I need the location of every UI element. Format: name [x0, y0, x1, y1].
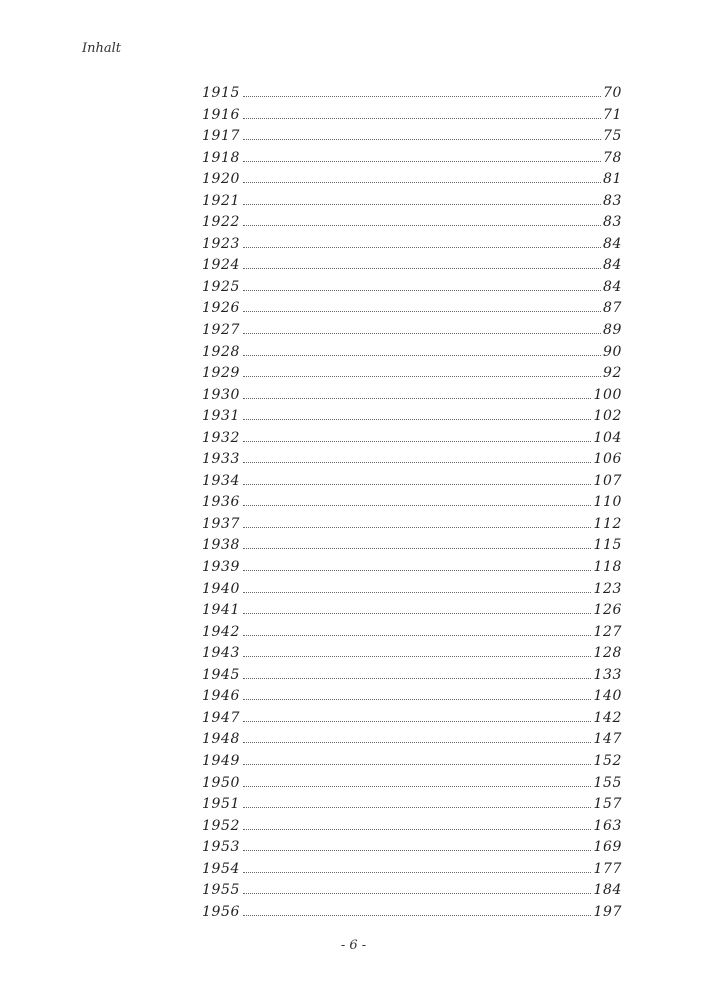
- dot-leader: [243, 138, 601, 140]
- dot-leader: [243, 871, 591, 873]
- toc-entry: [202, 342, 622, 364]
- toc-entry-page: 90: [602, 343, 622, 360]
- dot-leader: [243, 526, 591, 528]
- toc-entry-year: 1922: [202, 214, 241, 231]
- toc-entry-page: 152: [593, 752, 622, 769]
- toc-entry-year: 1916: [202, 106, 241, 123]
- dot-leader: [243, 310, 601, 312]
- toc-entry: [202, 773, 622, 795]
- toc-entry: [202, 492, 622, 514]
- dot-leader: [243, 785, 591, 787]
- dot-leader: [243, 332, 601, 334]
- toc-entry: [202, 708, 622, 730]
- toc-entry-year: 1955: [202, 882, 241, 899]
- toc-entry-year: 1953: [202, 839, 241, 856]
- toc-entry-page: 106: [593, 451, 622, 468]
- dot-leader: [243, 698, 591, 700]
- toc-entry-page: 92: [602, 365, 622, 382]
- toc-entry-page: 112: [593, 515, 622, 532]
- toc-entry-year: 1939: [202, 559, 241, 576]
- toc-entry: [202, 148, 622, 170]
- toc-entry-page: 71: [602, 106, 622, 123]
- dot-leader: [243, 892, 591, 894]
- toc-entry-year: 1950: [202, 774, 241, 791]
- toc-entry: [202, 191, 622, 213]
- toc-entry: [202, 794, 622, 816]
- toc-entry-year: 1938: [202, 537, 241, 554]
- toc-entry-year: 1929: [202, 365, 241, 382]
- toc-entry: [202, 600, 622, 622]
- toc-entry-year: 1918: [202, 149, 241, 166]
- toc-entry-page: 107: [593, 472, 622, 489]
- dot-leader: [243, 95, 601, 97]
- toc-entry-page: 89: [602, 322, 622, 339]
- toc-entry-page: 157: [593, 796, 622, 813]
- toc-entry-page: 110: [593, 494, 622, 511]
- toc-entry-page: 115: [593, 537, 622, 554]
- toc-entry-page: 70: [602, 85, 622, 101]
- toc-entry: [202, 169, 622, 191]
- toc-entry-year: 1931: [202, 408, 241, 425]
- running-header: Inhalt: [82, 41, 122, 56]
- toc-entry-page: 104: [593, 429, 622, 446]
- toc-entry-page: 169: [593, 839, 622, 856]
- toc-entry-page: 147: [593, 731, 622, 748]
- toc-entry: [202, 234, 622, 256]
- dot-leader: [243, 203, 601, 205]
- page-number: - 6 -: [340, 938, 367, 953]
- toc-entry: [202, 535, 622, 557]
- dot-leader: [243, 354, 601, 356]
- toc-entry-year: 1952: [202, 817, 241, 834]
- dot-leader: [243, 828, 591, 830]
- toc-entry: [202, 514, 622, 536]
- dot-leader: [243, 569, 591, 571]
- toc-entry-year: 1932: [202, 429, 241, 446]
- dot-leader: [243, 504, 591, 506]
- toc-entry-page: 123: [593, 580, 622, 597]
- toc-entry: [202, 428, 622, 450]
- toc-entry-page: 75: [602, 128, 622, 145]
- dot-leader: [243, 160, 601, 162]
- toc-entry: [202, 471, 622, 493]
- toc-entry-page: 84: [602, 235, 622, 252]
- dot-leader: [243, 655, 591, 657]
- toc-entry-page: 84: [602, 278, 622, 295]
- toc-entry-page: 163: [593, 817, 622, 834]
- dot-leader: [243, 547, 591, 549]
- toc-entry-year: 1930: [202, 386, 241, 403]
- toc-entry-year: 1947: [202, 709, 241, 726]
- toc-entry-year: 1923: [202, 235, 241, 252]
- toc-entry-page: 127: [593, 623, 622, 640]
- dot-leader: [243, 914, 591, 916]
- toc-entry-year: 1934: [202, 472, 241, 489]
- toc-entry: [202, 298, 622, 320]
- dot-leader: [243, 612, 591, 614]
- toc-entry-page: 184: [593, 882, 622, 899]
- dot-leader: [243, 224, 601, 226]
- toc-entry-page: 177: [593, 860, 622, 877]
- toc-entry-year: 1936: [202, 494, 241, 511]
- toc-entry-year: 1921: [202, 192, 241, 209]
- toc-entry-year: 1942: [202, 623, 241, 640]
- toc-entry-page: 155: [593, 774, 622, 791]
- toc-entry-year: 1946: [202, 688, 241, 705]
- toc-entry-year: 1920: [202, 171, 241, 188]
- toc-entry-page: 87: [602, 300, 622, 317]
- toc-entry-page: 100: [593, 386, 622, 403]
- toc-entry-page: 197: [593, 903, 622, 920]
- toc-entry: [202, 406, 622, 428]
- toc-entry-year: 1937: [202, 515, 241, 532]
- toc-entry-year: 1933: [202, 451, 241, 468]
- dot-leader: [243, 461, 591, 463]
- dot-leader: [243, 418, 591, 420]
- toc-entry: [202, 385, 622, 407]
- dot-leader: [243, 720, 591, 722]
- dot-leader: [243, 741, 591, 743]
- dot-leader: [243, 267, 601, 269]
- dot-leader: [243, 483, 591, 485]
- toc-entry-page: 140: [593, 688, 622, 705]
- dot-leader: [243, 849, 591, 851]
- toc-entry-year: 1945: [202, 666, 241, 683]
- toc-entry-page: 83: [602, 192, 622, 209]
- dot-leader: [243, 677, 591, 679]
- toc-entry: [202, 729, 622, 751]
- dot-leader: [243, 634, 591, 636]
- toc-entry-page: 128: [593, 645, 622, 662]
- toc-entry-year: 1925: [202, 278, 241, 295]
- toc-entry-year: 1915: [202, 85, 241, 101]
- toc-entry: [202, 255, 622, 277]
- toc-entry: [202, 902, 622, 924]
- toc-entry-year: 1956: [202, 903, 241, 920]
- toc-entry: [202, 816, 622, 838]
- dot-leader: [243, 181, 601, 183]
- toc-entry: [202, 363, 622, 385]
- toc-entry-year: 1917: [202, 128, 241, 145]
- toc-entry: [202, 837, 622, 859]
- toc-entry-year: 1940: [202, 580, 241, 597]
- toc-entry-year: 1951: [202, 796, 241, 813]
- toc-entry-page: 133: [593, 666, 622, 683]
- table-of-contents: [202, 83, 622, 923]
- toc-entry: [202, 686, 622, 708]
- toc-entry: [202, 126, 622, 148]
- toc-entry-year: 1948: [202, 731, 241, 748]
- toc-entry-page: 118: [593, 559, 622, 576]
- toc-entry-page: 102: [593, 408, 622, 425]
- dot-leader: [243, 806, 591, 808]
- toc-entry: [202, 880, 622, 902]
- dot-leader: [243, 591, 591, 593]
- dot-leader: [243, 117, 601, 119]
- toc-entry: [202, 212, 622, 234]
- dot-leader: [243, 440, 591, 442]
- toc-entry-year: 1926: [202, 300, 241, 317]
- toc-entry-year: 1928: [202, 343, 241, 360]
- toc-entry: [202, 751, 622, 773]
- toc-entry: [202, 320, 622, 342]
- toc-entry: [202, 83, 622, 105]
- toc-entry: [202, 557, 622, 579]
- toc-entry-year: 1954: [202, 860, 241, 877]
- toc-entry: [202, 105, 622, 127]
- dot-leader: [243, 763, 591, 765]
- toc-entry-year: 1941: [202, 602, 241, 619]
- toc-entry-year: 1949: [202, 752, 241, 769]
- toc-entry-page: 142: [593, 709, 622, 726]
- toc-entry: [202, 449, 622, 471]
- toc-entry-year: 1924: [202, 257, 241, 274]
- toc-entry: [202, 579, 622, 601]
- toc-entry: [202, 277, 622, 299]
- toc-entry-page: 126: [593, 602, 622, 619]
- toc-entry-page: 78: [602, 149, 622, 166]
- dot-leader: [243, 375, 601, 377]
- toc-entry: [202, 622, 622, 644]
- toc-entry-page: 83: [602, 214, 622, 231]
- dot-leader: [243, 246, 601, 248]
- toc-entry-page: 84: [602, 257, 622, 274]
- dot-leader: [243, 289, 601, 291]
- toc-entry: [202, 859, 622, 881]
- toc-entry: [202, 643, 622, 665]
- dot-leader: [243, 397, 591, 399]
- toc-entry-year: 1927: [202, 322, 241, 339]
- toc-entry-page: 81: [602, 171, 622, 188]
- toc-entry-year: 1943: [202, 645, 241, 662]
- toc-entry: [202, 665, 622, 687]
